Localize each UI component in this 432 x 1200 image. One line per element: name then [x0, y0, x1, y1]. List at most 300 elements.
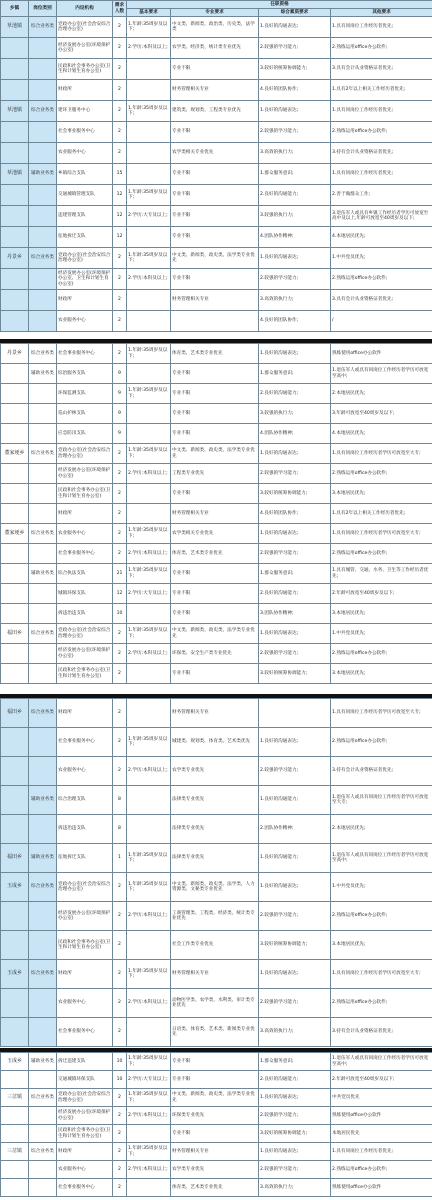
- basic-requirement-cell: 2.学历:本科及以上;: [127, 644, 171, 664]
- category-cell: 辅助业务类: [29, 564, 57, 584]
- count-cell: 2: [113, 931, 127, 960]
- header-other: 其他要求: [331, 9, 432, 17]
- ability-requirement-cell: 2.较强的学习能力;: [259, 122, 331, 143]
- major-requirement-cell: 财务管理相关专业: [171, 504, 259, 524]
- other-requirement-cell: 1.具有同岗位工作经历者学历可放宽至大专;: [331, 524, 432, 544]
- major-requirement-cell: 财务管理相关专业: [171, 699, 259, 728]
- section-divider: [0, 694, 432, 698]
- basic-requirement-cell: [127, 424, 171, 444]
- basic-requirement-cell: [127, 484, 171, 504]
- count-cell: 2: [113, 873, 127, 902]
- category-cell: [29, 424, 57, 444]
- basic-requirement-cell: [127, 931, 171, 960]
- unit-cell: 农业服务中心: [57, 524, 113, 544]
- count-cell: 8: [113, 786, 127, 815]
- basic-requirement-cell: [127, 364, 171, 384]
- basic-requirement-cell: [127, 227, 171, 248]
- other-requirement-cell: 本地居民优先: [331, 1125, 432, 1143]
- other-requirement-cell: 3.持有会计从业资格证者优先;: [331, 757, 432, 786]
- basic-requirement-cell: 1.年龄:35周岁及以下;: [127, 728, 171, 757]
- unit-cell: 农业服务中心: [57, 311, 113, 332]
- major-requirement-cell: 财务管理相关专业: [171, 80, 259, 101]
- table-row: [1, 902, 432, 931]
- category-cell: [29, 143, 57, 164]
- table-row: [1, 1089, 432, 1107]
- town-cell: [1, 644, 29, 664]
- major-requirement-cell: 体育类、艺术类专业优先: [171, 544, 259, 564]
- town-cell: 福田乡: [1, 624, 29, 644]
- table-row: [1, 1125, 432, 1143]
- category-cell: 综合业务类: [29, 624, 57, 644]
- other-requirement-cell: 1.退伍军人或具有同岗位工作经历者学历可放宽至高中;: [331, 1053, 432, 1071]
- town-cell: [1, 80, 29, 101]
- basic-requirement-cell: 2.学历:本科及以上;: [127, 544, 171, 564]
- category-cell: [29, 1161, 57, 1179]
- basic-requirement-cell: 2.学历:本科及以上;: [127, 464, 171, 484]
- unit-cell: 综合执法支队: [57, 564, 113, 584]
- basic-requirement-cell: 1.年龄:35周岁及以下;: [127, 960, 171, 989]
- unit-cell: 农业服务中心: [57, 989, 113, 1018]
- table-section: [0, 343, 432, 694]
- count-cell: 1: [113, 844, 127, 873]
- other-requirement-cell: 1.中共党员优先;: [331, 248, 432, 269]
- count-cell: 2: [113, 524, 127, 544]
- major-requirement-cell: 体育类、艺术类专业优先: [171, 1179, 259, 1197]
- category-cell: 综合业务类: [29, 1143, 57, 1161]
- major-requirement-cell: 中文类、新闻类、政史类、法学类专业优先: [171, 248, 259, 269]
- unit-cell: 社会事业服务中心: [57, 344, 113, 364]
- basic-requirement-cell: 2.学历:本科及以上;: [127, 1107, 171, 1125]
- count-cell: 2: [113, 122, 127, 143]
- category-cell: [29, 728, 57, 757]
- other-requirement-cell: 2.年龄可放宽至40周岁及以下;: [331, 584, 432, 604]
- unit-cell: 财政所: [57, 1143, 113, 1161]
- ability-requirement-cell: 1.良好的沟通表达;: [259, 1143, 331, 1161]
- count-cell: 2: [113, 248, 127, 269]
- header-qualification: 任职资格: [127, 1, 432, 9]
- other-requirement-cell: 1.退伍军人或具有同岗位工作经历者学历可放宽至大专;: [331, 786, 432, 815]
- table-row: [1, 815, 432, 844]
- basic-requirement-cell: 1.年龄:35周岁及以下;: [127, 564, 171, 584]
- category-cell: [29, 80, 57, 101]
- unit-cell: 经济发展办公室(环境保护办公室): [57, 902, 113, 931]
- town-cell: [1, 757, 29, 786]
- other-requirement-cell: 2.熟练运用office办公软件;: [331, 269, 432, 290]
- major-requirement-cell: 法律类专业优先: [171, 844, 259, 873]
- category-cell: [29, 902, 57, 931]
- major-requirement-cell: 专业不限: [171, 424, 259, 444]
- basic-requirement-cell: [127, 290, 171, 311]
- category-cell: [29, 227, 57, 248]
- basic-requirement-cell: [127, 311, 171, 332]
- count-cell: 2: [113, 80, 127, 101]
- town-cell: [1, 38, 29, 59]
- category-cell: [29, 1107, 57, 1125]
- ability-requirement-cell: 1.群众服务意识;: [259, 564, 331, 584]
- town-cell: 三岔镇: [1, 1089, 29, 1107]
- ability-requirement-cell: 2.较强的学习能力;: [259, 757, 331, 786]
- town-cell: [1, 664, 29, 684]
- category-cell: [29, 664, 57, 684]
- table-row: [1, 464, 432, 484]
- category-cell: 综合业务类: [29, 444, 57, 464]
- table-row: [1, 564, 432, 584]
- ability-requirement-cell: 1.群众服务意识;: [259, 364, 331, 384]
- unit-cell: 环保监测支队: [57, 384, 113, 404]
- header-count: 需求人数: [113, 1, 127, 17]
- positions-table: [0, 0, 432, 332]
- table-row: [1, 248, 432, 269]
- basic-requirement-cell: 1.年龄:35周岁及以下;: [127, 384, 171, 404]
- ability-requirement-cell: 3.较好的统筹协调能力;: [259, 664, 331, 684]
- other-requirement-cell: 2.本地居民优先;: [331, 815, 432, 844]
- major-requirement-cell: 专业不限: [171, 484, 259, 504]
- other-requirement-cell: 2.熟练运用office办公软件;: [331, 644, 432, 664]
- unit-cell: 拆违治违支队: [57, 604, 113, 624]
- basic-requirement-cell: 1.年龄:35周岁及以下;: [127, 101, 171, 122]
- town-cell: 福田乡: [1, 844, 29, 873]
- other-requirement-cell: 2.熟练运用office办公软件;: [331, 464, 432, 484]
- category-cell: 综合业务类: [29, 524, 57, 544]
- unit-cell: 违建管理支队: [57, 206, 113, 227]
- table-row: [1, 664, 432, 684]
- count-cell: 2: [113, 17, 127, 38]
- other-requirement-cell: /: [331, 311, 432, 332]
- count-cell: 2: [113, 464, 127, 484]
- count-cell: 2: [113, 504, 127, 524]
- basic-requirement-cell: 2.学历:本科及以上;: [127, 269, 171, 290]
- ability-requirement-cell: 3.较好的统筹协调能力;: [259, 59, 331, 80]
- town-cell: [1, 902, 29, 931]
- basic-requirement-cell: 2.学历:本科及以上;: [127, 38, 171, 59]
- unit-cell: 巡山护林支队: [57, 404, 113, 424]
- count-cell: 9: [113, 424, 127, 444]
- positions-table: [0, 343, 432, 684]
- ability-requirement-cell: 2.良好的沟通能力;: [259, 584, 331, 604]
- category-cell: [29, 38, 57, 59]
- category-cell: 辅助业务类: [29, 1053, 57, 1071]
- ability-requirement-cell: 4.良好的团队协作;: [259, 504, 331, 524]
- ability-requirement-cell: 3.高效的执行力;: [259, 1179, 331, 1197]
- basic-requirement-cell: 1.年龄:35周岁及以下;: [127, 624, 171, 644]
- count-cell: 21: [113, 564, 127, 584]
- major-requirement-cell: 专业不限: [171, 664, 259, 684]
- other-requirement-cell: 1.具有同岗位工作经历者优先;: [331, 17, 432, 38]
- count-cell: 2: [113, 1018, 127, 1047]
- header-unit: 内设机构: [57, 1, 113, 17]
- other-requirement-cell: 2.熟练运用office办公软件;: [331, 902, 432, 931]
- town-cell: [1, 584, 29, 604]
- major-requirement-cell: 专业不限: [171, 1053, 259, 1071]
- major-requirement-cell: 专业不限: [171, 206, 259, 227]
- positions-table: [0, 698, 432, 1047]
- major-requirement-cell: 环保类、安全生产类专业优先: [171, 644, 259, 664]
- ability-requirement-cell: 2.较强的学习能力;: [259, 902, 331, 931]
- table-row: [1, 584, 432, 604]
- other-requirement-cell: 1.具有同岗位工作经历者优先;: [331, 1143, 432, 1161]
- ability-requirement-cell: 1.良好的沟通表达;: [259, 444, 331, 464]
- header-category: 岗位类别: [29, 1, 57, 17]
- ability-requirement-cell: 2.较强的学习能力;: [259, 269, 331, 290]
- table-row: [1, 344, 432, 364]
- count-cell: 9: [113, 384, 127, 404]
- table-row: [1, 644, 432, 664]
- ability-requirement-cell: 3.团队协作精神;: [259, 604, 331, 624]
- town-cell: [1, 227, 29, 248]
- category-cell: 综合业务类: [29, 344, 57, 364]
- table-row: [1, 185, 432, 206]
- other-requirement-cell: 3.本地居民优先;: [331, 484, 432, 504]
- count-cell: 2: [113, 757, 127, 786]
- count-cell: 2: [113, 624, 127, 644]
- major-requirement-cell: 中文类、新闻类、政史类、法学类专业优先: [171, 1089, 259, 1107]
- major-requirement-cell: 专业不限: [171, 227, 259, 248]
- ability-requirement-cell: 1.良好的沟通表达;: [259, 248, 331, 269]
- basic-requirement-cell: 2.学历:大专及以上;: [127, 1071, 171, 1089]
- basic-requirement-cell: [127, 699, 171, 728]
- major-requirement-cell: 财务管理相关专业: [171, 960, 259, 989]
- town-cell: [1, 931, 29, 960]
- ability-requirement-cell: 1.良好的沟通表达;: [259, 728, 331, 757]
- table-row: [1, 444, 432, 464]
- town-cell: 草池镇: [1, 101, 29, 122]
- unit-cell: 民政和社会事务办公室(卫生和计划生育办公室): [57, 664, 113, 684]
- table-row: [1, 1161, 432, 1179]
- ability-requirement-cell: 1.良好的沟通表达;: [259, 960, 331, 989]
- other-requirement-cell: 1.退伍军人或具有同岗位工作经历者学历可放宽至高中;: [331, 364, 432, 384]
- table-row: [1, 164, 432, 185]
- other-requirement-cell: 1.具有同岗位工作经历者学历可放宽至大专;: [331, 699, 432, 728]
- town-cell: [1, 143, 29, 164]
- table-section: [0, 1052, 432, 1200]
- town-cell: [1, 815, 29, 844]
- header-major: 专业要求: [171, 9, 259, 17]
- major-requirement-cell: 法律类专业优先: [171, 786, 259, 815]
- other-requirement-cell: 1.中共党员优先;: [331, 873, 432, 902]
- table-row: [1, 1143, 432, 1161]
- ability-requirement-cell: 3.高效的执行力;: [259, 143, 331, 164]
- ability-requirement-cell: 1.良好的沟通表达;: [259, 344, 331, 364]
- table-row: [1, 786, 432, 815]
- table-row: [1, 728, 432, 757]
- major-requirement-cell: 财务管理相关专业: [171, 290, 259, 311]
- count-cell: 10: [113, 1053, 127, 1071]
- count-cell: 2: [113, 59, 127, 80]
- town-cell: [1, 484, 29, 504]
- unit-cell: 财政所: [57, 699, 113, 728]
- category-cell: [29, 757, 57, 786]
- table-row: [1, 101, 432, 122]
- major-requirement-cell: 中文类、新闻类、政史类、法学类、人力资源类、文秘类专业优先: [171, 873, 259, 902]
- ability-requirement-cell: 3.较好的统筹协调能力;: [259, 1125, 331, 1143]
- town-cell: [1, 786, 29, 815]
- town-cell: 玉成乡: [1, 873, 29, 902]
- town-cell: [1, 424, 29, 444]
- ability-requirement-cell: 2.较强的学习能力;: [259, 644, 331, 664]
- category-cell: 辅助业务类: [29, 364, 57, 384]
- count-cell: 10: [113, 1071, 127, 1089]
- unit-cell: 党政办公室(社会治安综合治理办公室): [57, 873, 113, 902]
- count-cell: 12: [113, 227, 127, 248]
- table-row: [1, 624, 432, 644]
- table-row: [1, 424, 432, 444]
- other-requirement-cell: 2.本地居民优先;: [331, 384, 432, 404]
- basic-requirement-cell: 1.年龄:35周岁及以下;: [127, 1089, 171, 1107]
- other-requirement-cell: 2.熟练运用office办公软件;: [331, 728, 432, 757]
- count-cell: 15: [113, 164, 127, 185]
- basic-requirement-cell: [127, 1018, 171, 1047]
- category-cell: 综合业务类: [29, 699, 57, 728]
- category-cell: [29, 404, 57, 424]
- table-row: [1, 364, 432, 384]
- major-requirement-cell: 中文类、新闻类、政史类、法学类专业优先: [171, 624, 259, 644]
- major-requirement-cell: 农学类专业优先: [171, 1161, 259, 1179]
- town-cell: 董家埂乡: [1, 444, 29, 464]
- unit-cell: 党政办公室(社会治安综合治理办公室): [57, 17, 113, 38]
- unit-cell: 社会事业服务中心: [57, 1018, 113, 1047]
- count-cell: 2: [113, 344, 127, 364]
- table-header-row: [1, 1, 432, 9]
- other-requirement-cell: 1.具有2年以上相关工作经历者优先;: [331, 80, 432, 101]
- category-cell: 辅助业务类: [29, 786, 57, 815]
- basic-requirement-cell: [127, 122, 171, 143]
- other-requirement-cell: 2.熟练运用office办公软件;: [331, 38, 432, 59]
- category-cell: [29, 504, 57, 524]
- town-cell: [1, 504, 29, 524]
- count-cell: 2: [113, 143, 127, 164]
- ability-requirement-cell: 1.良好的沟通表达;: [259, 1089, 331, 1107]
- major-requirement-cell: 专业不限: [171, 604, 259, 624]
- other-requirement-cell: 3.年龄可放宽至40周岁及以下;: [331, 404, 432, 424]
- unit-cell: 经济发展办公室(环境保护办公室): [57, 1107, 113, 1125]
- other-requirement-cell: 3.具有会计从业资格证者优先;: [331, 59, 432, 80]
- other-requirement-cell: 1.退伍军人或具有同岗位工作经历者学历可放宽至高中;: [331, 844, 432, 873]
- basic-requirement-cell: [127, 1179, 171, 1197]
- unit-cell: 财政所: [57, 960, 113, 989]
- other-requirement-cell: 2.熟练运用office办公软件;: [331, 122, 432, 143]
- count-cell: 2: [113, 644, 127, 664]
- table-row: [1, 269, 432, 290]
- unit-cell: 农业服务中心: [57, 1161, 113, 1179]
- count-cell: 8: [113, 815, 127, 844]
- ability-requirement-cell: 1.良好的沟通表达;: [259, 624, 331, 644]
- major-requirement-cell: 农学类专业优先: [171, 757, 259, 786]
- unit-cell: 民政和社会事务办公室(卫生和计划生育办公室): [57, 484, 113, 504]
- town-cell: [1, 544, 29, 564]
- unit-cell: 经济发展办公室(环境保护办公室、卫生和计划生育办公室): [57, 269, 113, 290]
- ability-requirement-cell: 1.良好的沟通表达;: [259, 524, 331, 544]
- unit-cell: 农业服务中心: [57, 757, 113, 786]
- count-cell: 2: [113, 989, 127, 1018]
- positions-table: [0, 1052, 432, 1197]
- town-cell: 三岔镇: [1, 1143, 29, 1161]
- major-requirement-cell: 中文类、新闻类、政史类、法学类专业优先: [171, 444, 259, 464]
- other-requirement-cell: 熟练使用office办公软件: [331, 1179, 432, 1197]
- other-requirement-cell: 3.持有会计从业资格证者优先;: [331, 1018, 432, 1047]
- town-cell: 草池镇: [1, 17, 29, 38]
- table-row: [1, 757, 432, 786]
- ability-requirement-cell: 3.较好的统筹协调能力;: [259, 931, 331, 960]
- ability-requirement-cell: 1.良好的沟通表达;: [259, 17, 331, 38]
- basic-requirement-cell: [127, 164, 171, 185]
- unit-cell: 社会事业服务中心: [57, 728, 113, 757]
- town-cell: [1, 604, 29, 624]
- count-cell: 9: [113, 364, 127, 384]
- major-requirement-cell: 农学类、经济类、统计类专业优先: [171, 38, 259, 59]
- major-requirement-cell: 专业不限: [171, 384, 259, 404]
- table-row: [1, 80, 432, 101]
- table-row: [1, 38, 432, 59]
- basic-requirement-cell: 1.年龄:35周岁及以下;: [127, 1143, 171, 1161]
- town-cell: [1, 1107, 29, 1125]
- table-row: [1, 404, 432, 424]
- other-requirement-cell: 2.熟练运用office办公软件;: [331, 1161, 432, 1179]
- section-divider: [0, 339, 432, 343]
- unit-cell: 党政办公室(社会治安综合治理办公室): [57, 624, 113, 644]
- unit-cell: 财政所: [57, 290, 113, 311]
- category-cell: [29, 464, 57, 484]
- count-cell: 10: [113, 604, 127, 624]
- other-requirement-cell: 1.中共党员优先;: [331, 624, 432, 644]
- table-row: [1, 844, 432, 873]
- category-cell: 综合业务类: [29, 101, 57, 122]
- unit-cell: 民政和社会事务办公室(卫生和计划生育办公室): [57, 59, 113, 80]
- table-row: [1, 931, 432, 960]
- count-cell: 2: [113, 38, 127, 59]
- table-row: [1, 699, 432, 728]
- other-requirement-cell: 中共党员优先: [331, 1089, 432, 1107]
- basic-requirement-cell: 1.年龄:35周岁及以下;: [127, 524, 171, 544]
- major-requirement-cell: 社会工作类专业优先: [171, 931, 259, 960]
- ability-requirement-cell: 1.良好的沟通表达;: [259, 101, 331, 122]
- unit-cell: 综合治理支队: [57, 786, 113, 815]
- basic-requirement-cell: 1.年龄:35周岁及以下;: [127, 873, 171, 902]
- unit-cell: 城镇环保支队: [57, 584, 113, 604]
- basic-requirement-cell: 1.年龄:35周岁及以下;: [127, 344, 171, 364]
- category-cell: [29, 384, 57, 404]
- ability-requirement-cell: 3.高效的执行力;: [259, 1018, 331, 1047]
- other-requirement-cell: 2.年龄可放宽至40周岁及以下;: [331, 1071, 432, 1089]
- other-requirement-cell: 2.熟练运用office办公软件;: [331, 989, 432, 1018]
- count-cell: 2: [113, 269, 127, 290]
- major-requirement-cell: 专业不限: [171, 364, 259, 384]
- category-cell: 综合业务类: [29, 1089, 57, 1107]
- count-cell: 2: [113, 1125, 127, 1143]
- unit-cell: 社会事业服务中心: [57, 544, 113, 564]
- major-requirement-cell: 中文类、新闻类、政治类、历史类、法学类: [171, 17, 259, 38]
- unit-cell: 乡镇综合支队: [57, 164, 113, 185]
- table-row: [1, 122, 432, 143]
- table-row: [1, 143, 432, 164]
- unit-cell: 经济发展办公室(环境保护办公室): [57, 38, 113, 59]
- basic-requirement-cell: [127, 59, 171, 80]
- basic-requirement-cell: 2.学历:本科及以上;: [127, 989, 171, 1018]
- basic-requirement-cell: 2.学历:本科及以上;: [127, 1161, 171, 1179]
- major-requirement-cell: 建筑类、规划类、工程类专业优先: [171, 101, 259, 122]
- unit-cell: 农业服务中心: [57, 143, 113, 164]
- count-cell: 2: [113, 544, 127, 564]
- other-requirement-cell: 熟练使用office办公软件: [331, 344, 432, 364]
- basic-requirement-cell: 1.年龄:35周岁及以下;: [127, 444, 171, 464]
- town-cell: 玉成乡: [1, 1053, 29, 1071]
- town-cell: 董家埂乡: [1, 524, 29, 544]
- other-requirement-cell: 1.具有同岗位工作经历者学历可放宽至大专;: [331, 444, 432, 464]
- table-row: [1, 1179, 432, 1197]
- count-cell: 2: [113, 311, 127, 332]
- major-requirement-cell: 专业不限: [171, 164, 259, 185]
- town-cell: [1, 269, 29, 290]
- ability-requirement-cell: 4.团队协作精神;: [259, 424, 331, 444]
